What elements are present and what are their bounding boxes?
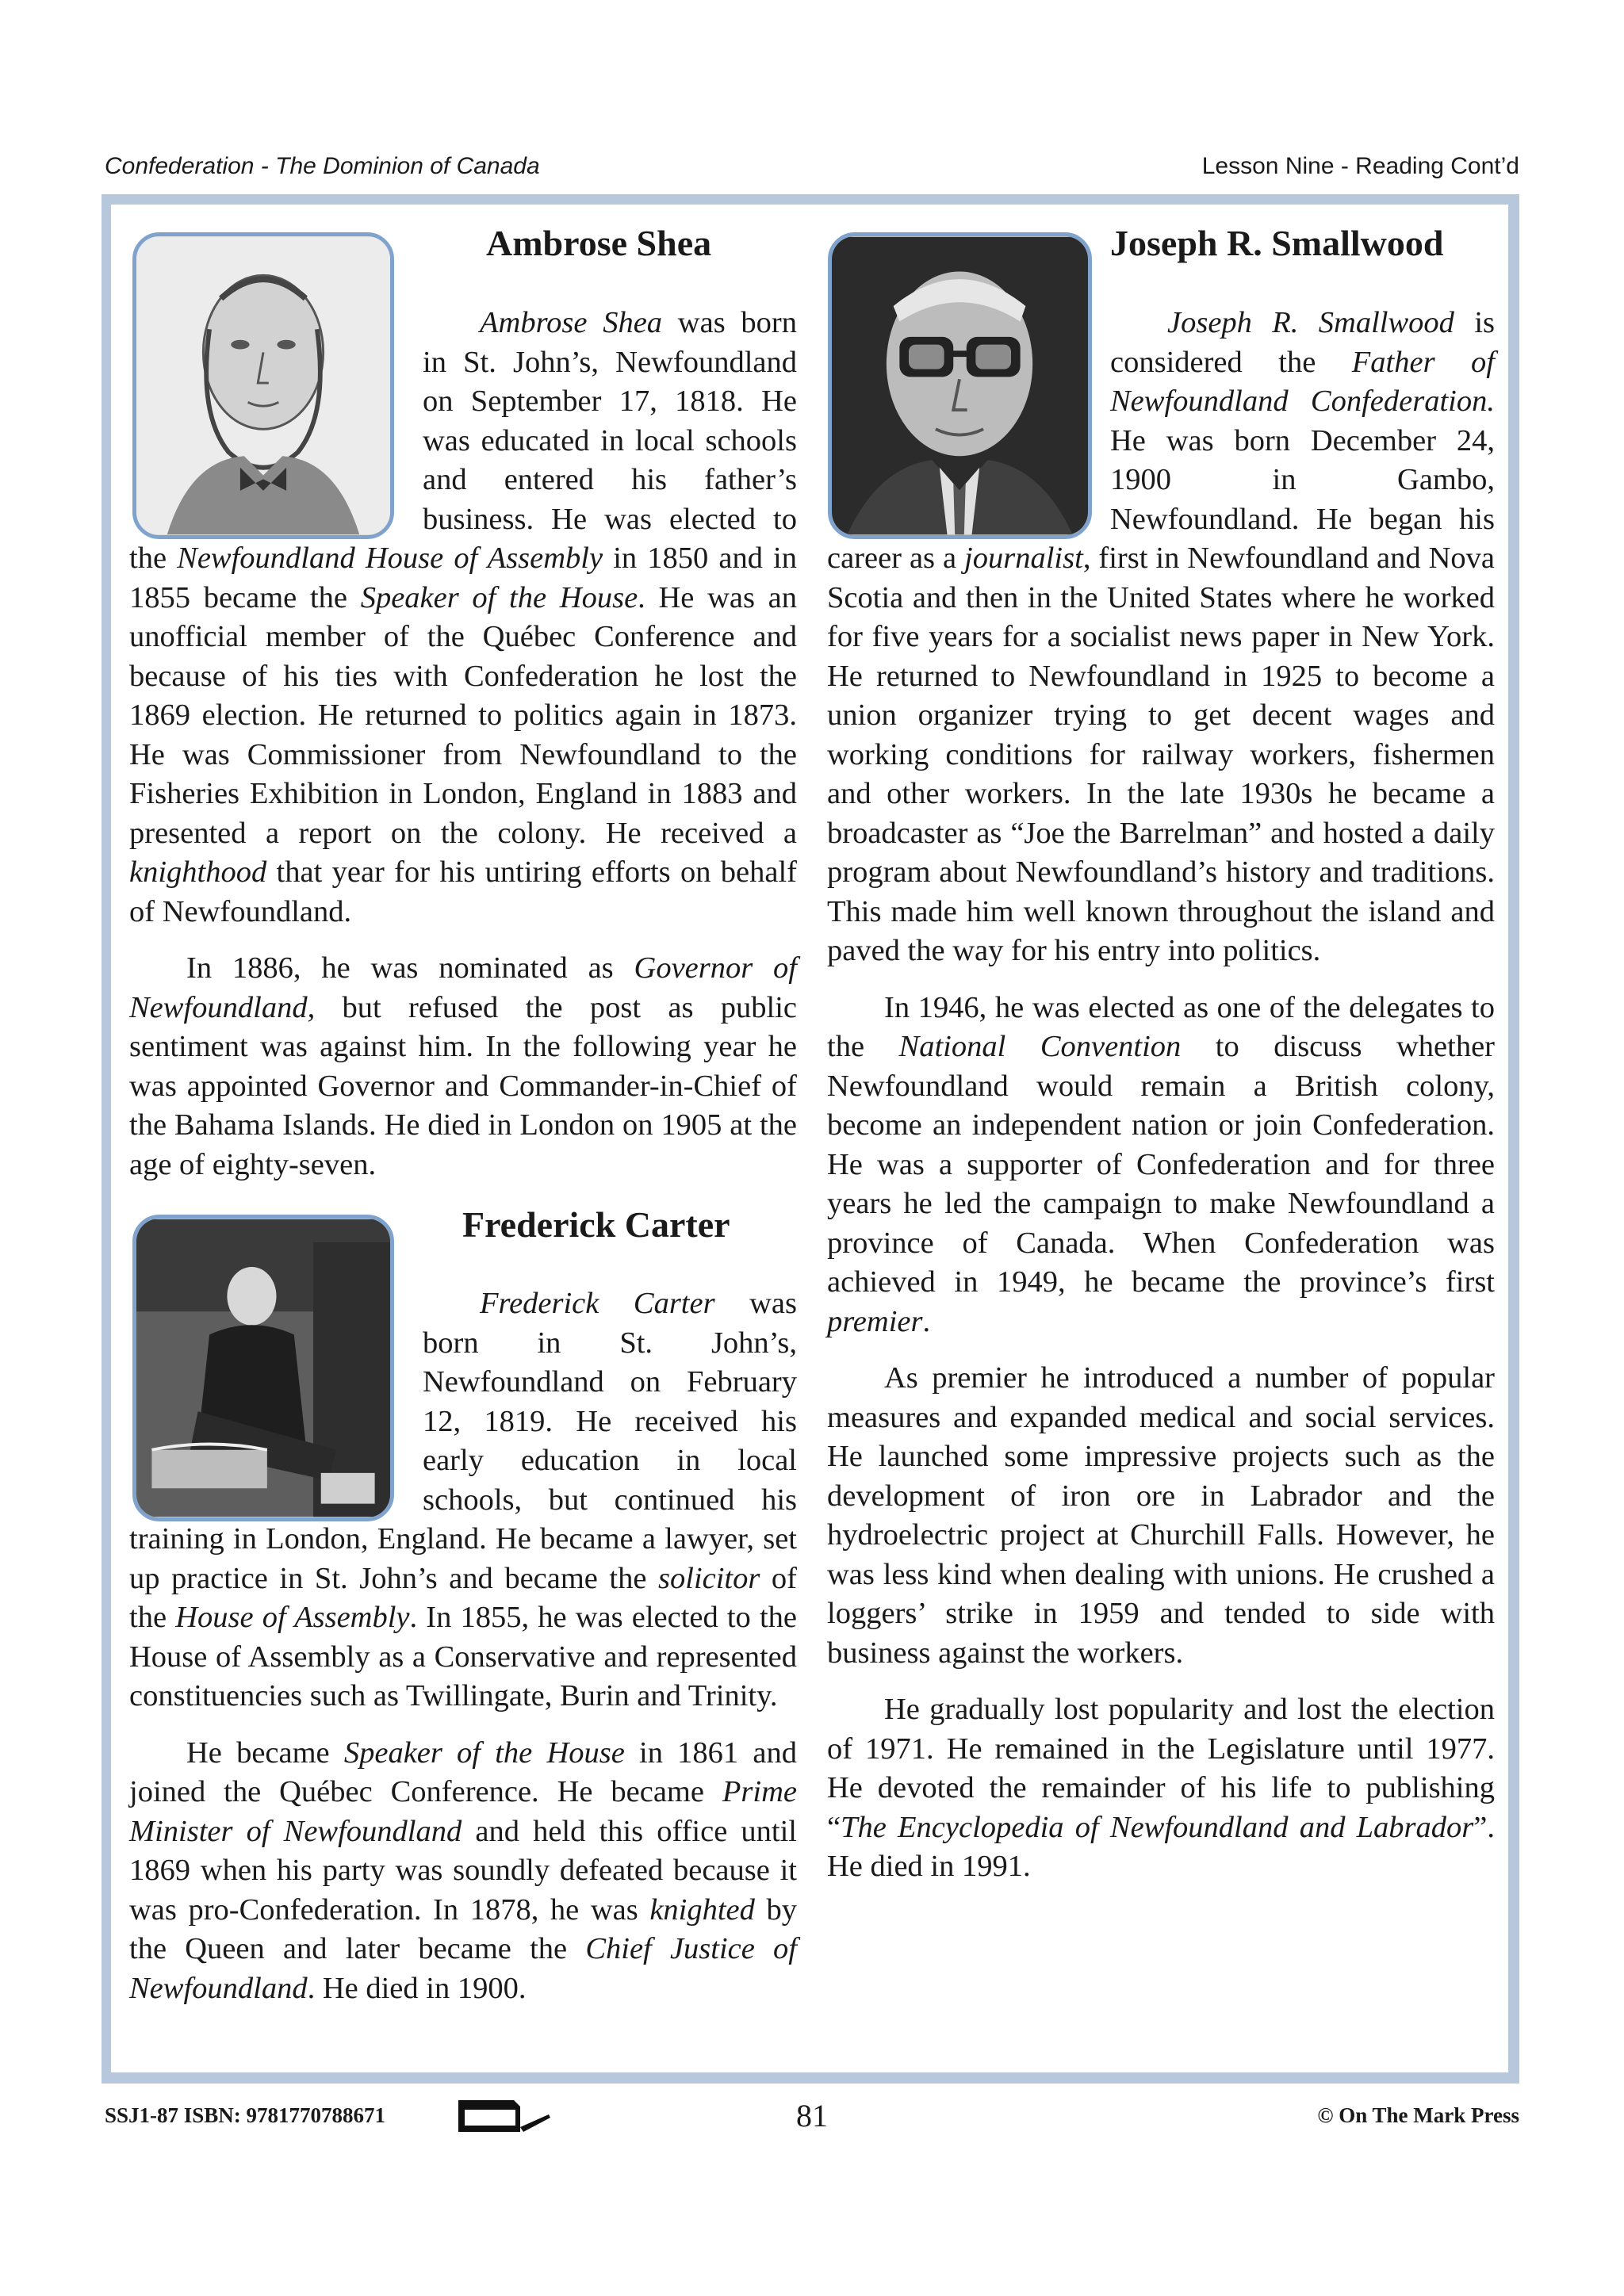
text-run: was born in St. John’s, Newfoundland on September 17, 1818. He was educated in local schools and entered his father’s business. He was elected to the bbox=[129, 306, 797, 575]
text-run: Ambrose Shea bbox=[480, 306, 663, 339]
text-run: of the bbox=[129, 1561, 797, 1634]
text-run: in 1861 and joined the Québec Conference. He became bbox=[129, 1735, 797, 1808]
text-run: , first in Newfoundland and Nova Scotia and then in the United States where he worked for five years for a socialist news paper in New York. He returned to Newfoundland in 1925 to become a union organizer trying to get decent wages and working conditions for railway workers, fishermen and other workers. In the late 1930s he became a broadcaster as “Joe the Barrelman” and hosted a daily program about Newfoundland’s history and traditions. This made him well known throughout the island and paved the way for his entry into politics. bbox=[827, 541, 1495, 967]
text-run: is considered the bbox=[1110, 306, 1495, 379]
page-footer bbox=[105, 2097, 1519, 2137]
text-run: knighthood bbox=[129, 855, 267, 889]
text-run: He gradually lost popularity and lost the election of 1971. He remained in the Legislature until 1977. He devoted the remainder of his life to publishing “ bbox=[827, 1693, 1495, 1844]
text-run: and held this office until 1869 when his party was soundly defeated because it was pro-Confederation. In 1878, he was bbox=[129, 1814, 797, 1927]
footer-publisher: © On The Mark Press bbox=[1317, 2103, 1519, 2127]
text-run: journalist bbox=[964, 541, 1083, 575]
text-run: Speaker of the House bbox=[343, 1735, 625, 1770]
text-run: The Encyclopedia of Newfoundland and Labrador bbox=[841, 1810, 1474, 1844]
text-run: Chief Justice of Newfoundland bbox=[129, 1932, 798, 2005]
text-run: In 1946, he was elected as one of the delegates to the bbox=[827, 990, 1495, 1063]
text-run: Governor of Newfoundland, bbox=[129, 951, 797, 1024]
smallwood-paragraph-4 bbox=[827, 1690, 1495, 1887]
text-run: that year for his untiring efforts on behalf of Newfoundland. bbox=[129, 855, 797, 928]
smallwood-bio bbox=[827, 304, 1495, 1887]
text-run: by the Queen and later became the bbox=[129, 1892, 797, 1965]
text-run: National Convention bbox=[898, 1030, 1182, 1063]
text-run: was born in St. John’s, Newfoundland on February 12, 1819. He received his early education in local schools, but continued his training in London, England. He became a lawyer, set up practice in St. John’s and became the bbox=[129, 1287, 797, 1595]
text-run: He became bbox=[186, 1735, 344, 1770]
smallwood-paragraph-2 bbox=[827, 989, 1495, 1342]
text-run: premier bbox=[827, 1304, 923, 1338]
text-run: Speaker of the House bbox=[360, 580, 638, 614]
carter-title: Frederick Carter bbox=[462, 1204, 730, 1245]
text-run: ”. He died in 1991. bbox=[827, 1810, 1495, 1883]
shea-portrait bbox=[132, 232, 394, 539]
carter-paragraph-2 bbox=[129, 1734, 797, 2009]
text-run: Frederick Carter bbox=[480, 1287, 715, 1320]
text-run: He was born December 24, 1900 in Gambo, Newfoundland. He began his career as a bbox=[827, 423, 1495, 575]
shea-title: Ambrose Shea bbox=[486, 223, 712, 263]
header-course-title: Confederation - The Dominion of Canada bbox=[105, 153, 540, 179]
text-run: House of Assembly bbox=[175, 1601, 410, 1634]
carter-portrait-drawing bbox=[136, 1219, 390, 1517]
text-run: In 1886, he was nominated as bbox=[186, 951, 634, 985]
shea-paragraph-2 bbox=[129, 949, 797, 1184]
text-run: . bbox=[922, 1304, 931, 1338]
header-lesson-label: Lesson Nine - Reading Cont’d bbox=[1201, 153, 1519, 179]
text-run: knighted bbox=[649, 1892, 755, 1927]
text-run: . He died in 1900. bbox=[307, 1971, 527, 2005]
text-run: but refused the post as public sentiment was against him. In the following year he was appointed Governor and Commander-in-Chief of the Bahama Islands. He died in London on 1905 at the age of eighty-seven. bbox=[129, 990, 797, 1181]
smallwood-title: Joseph R. Smallwood bbox=[1110, 223, 1444, 263]
text-run: . In 1855, he was elected to the House of Assembly as a Conservative and represented constituencies such as Twillingate, Burin and Trinity. bbox=[129, 1601, 797, 1712]
text-run: solicitor bbox=[658, 1561, 760, 1595]
text-run: As premier he introduced a number of popular measures and expanded medical and social services. He launched some impressive projects such as the development of iron ore in Labrador and the hydroelectric project at Churchill Falls. However, he was less kind when dealing with unions. He crushed a loggers’ strike in 1959 and tended to side with business against the workers. bbox=[827, 1361, 1495, 1670]
text-run: . He was an unofficial member of the Québec Conference and because of his ties with Confederation he lost the 1869 election. He returned to politics again in 1873. He was Commissioner from Newfoundland to the Fisheries Exhibition in London, England in 1883 and presented a report on the colony. He received a bbox=[129, 580, 798, 850]
text-run: Newfoundland House of Assembly bbox=[177, 541, 603, 575]
smallwood-portrait-drawing bbox=[832, 236, 1088, 535]
text-run: Father of Newfoundland Confederation. bbox=[1110, 345, 1495, 418]
shea-portrait-drawing bbox=[136, 236, 390, 535]
smallwood-portrait bbox=[828, 232, 1092, 539]
text-run: Joseph R. Smallwood bbox=[1167, 306, 1454, 339]
carter-portrait bbox=[132, 1215, 394, 1521]
text-run: in 1850 and in 1855 became the bbox=[129, 541, 797, 614]
footer-isbn: SSJ1-87 ISBN: 9781770788671 bbox=[105, 2103, 386, 2127]
page-header bbox=[105, 153, 1519, 185]
smallwood-paragraph-3 bbox=[827, 1359, 1495, 1673]
page-number: 81 bbox=[796, 2098, 828, 2133]
text-run: Prime Minister of Newfoundland bbox=[129, 1775, 797, 1848]
text-run: to discuss whether Newfoundland would remain a British colony, become an independent nation or join Confederation. He was a supporter of Confederation and for three years he led the campaign to make Newfoundland a province of Canada. When Confederation was achieved in 1949, he became the province’s first bbox=[827, 1030, 1495, 1299]
